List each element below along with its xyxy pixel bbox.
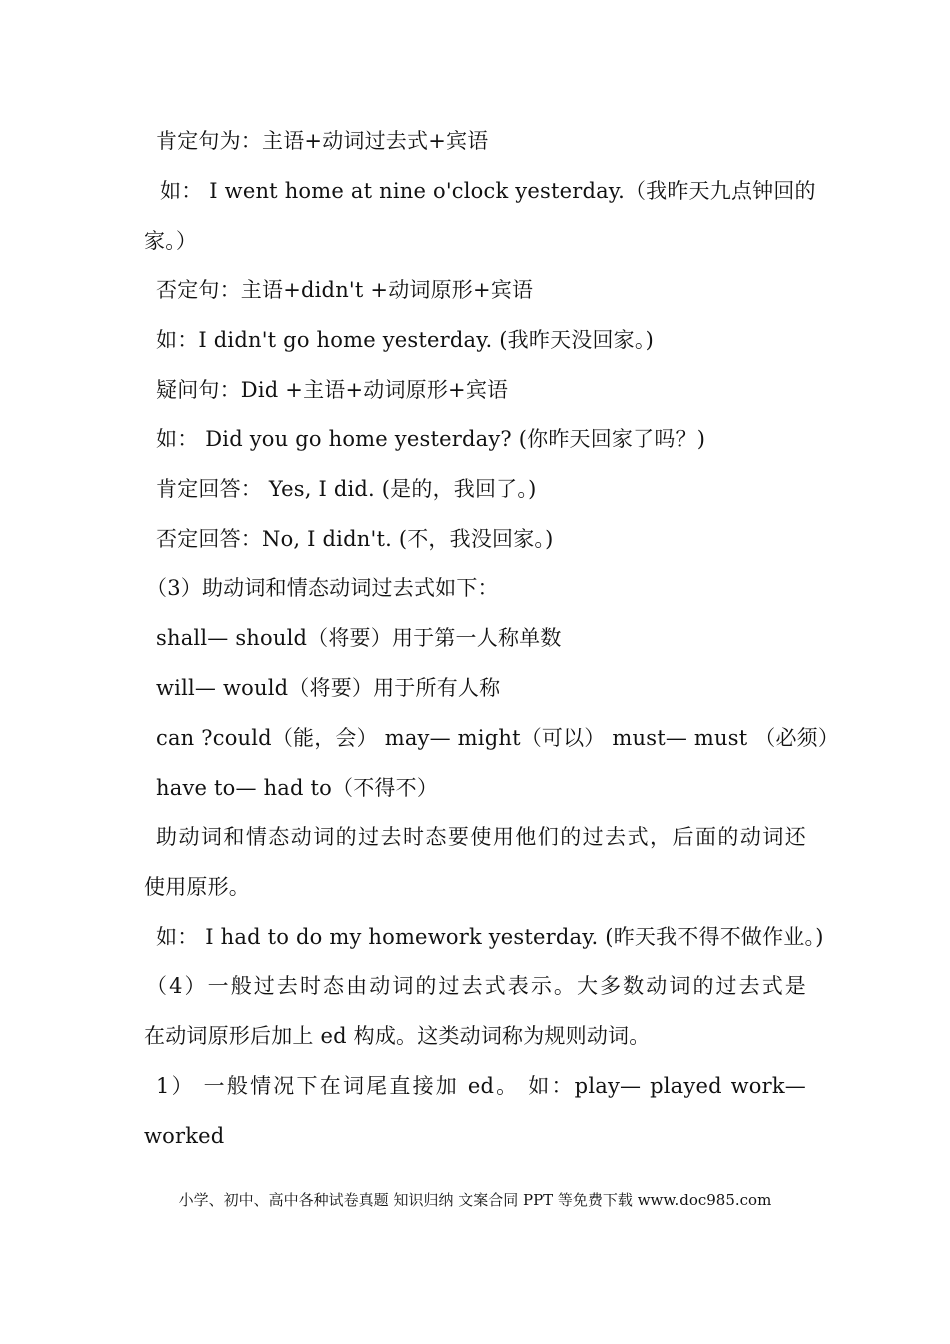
- page-footer: 小学、初中、高中各种试卷真题 知识归纳 文案合同 PPT 等免费下载 www.doc985.com: [178, 1191, 772, 1209]
- text-line-can-may-must: can ?could（能，会） may— might（可以） must— must （必须）: [156, 726, 840, 750]
- text-line-negative-answer: 否定回答：No, I didn't. (不，我没回家。): [156, 527, 554, 551]
- text-line-section-3-heading: （3）助动词和情态动词过去式如下：: [146, 576, 499, 600]
- text-line-negative-example: 如：I didn't go home yesterday. (我昨天没回家。): [156, 328, 654, 352]
- text-line-will-would: will— would（将要）用于所有人称: [156, 676, 501, 700]
- text-line-shall-should: shall— should（将要）用于第一人称单数: [156, 626, 562, 650]
- text-line-affirmative-rule: 肯定句为：主语+动词过去式+宾语: [156, 129, 489, 153]
- text-line-section-4-heading: （4）一般过去时态由动词的过去式表示。大多数动词的过去式是: [146, 974, 806, 998]
- text-line-negative-rule: 否定句：主语+didn't +动词原形+宾语: [156, 278, 534, 302]
- text-line-section-4-cont: 在动词原形后加上 ed 构成。这类动词称为规则动词。: [144, 1024, 651, 1048]
- text-line-positive-answer: 肯定回答： Yes, I did. (是的，我回了。): [156, 477, 537, 501]
- text-line-rule-1-cont: worked: [144, 1124, 225, 1148]
- text-line-question-rule: 疑问句：Did +主语+动词原形+宾语: [156, 378, 509, 402]
- text-line-affirmative-example: 如： I went home at nine o'clock yesterday.（我昨天九点钟回的: [160, 179, 816, 203]
- text-line-affirmative-example-cont: 家。）: [144, 229, 198, 253]
- text-line-modal-example: 如： I had to do my homework yesterday. (昨天我不得不做作业。): [156, 925, 824, 949]
- text-line-modal-rule: 助动词和情态动词的过去时态要使用他们的过去式，后面的动词还: [156, 825, 806, 849]
- text-line-rule-1: 1） 一般情况下在词尾直接加 ed。 如：play— played work—: [156, 1074, 806, 1098]
- text-line-question-example: 如： Did you go home yesterday? (你昨天回家了吗？): [156, 427, 706, 451]
- text-line-modal-rule-cont: 使用原形。: [144, 875, 250, 899]
- text-line-have-to: have to— had to（不得不）: [156, 776, 439, 800]
